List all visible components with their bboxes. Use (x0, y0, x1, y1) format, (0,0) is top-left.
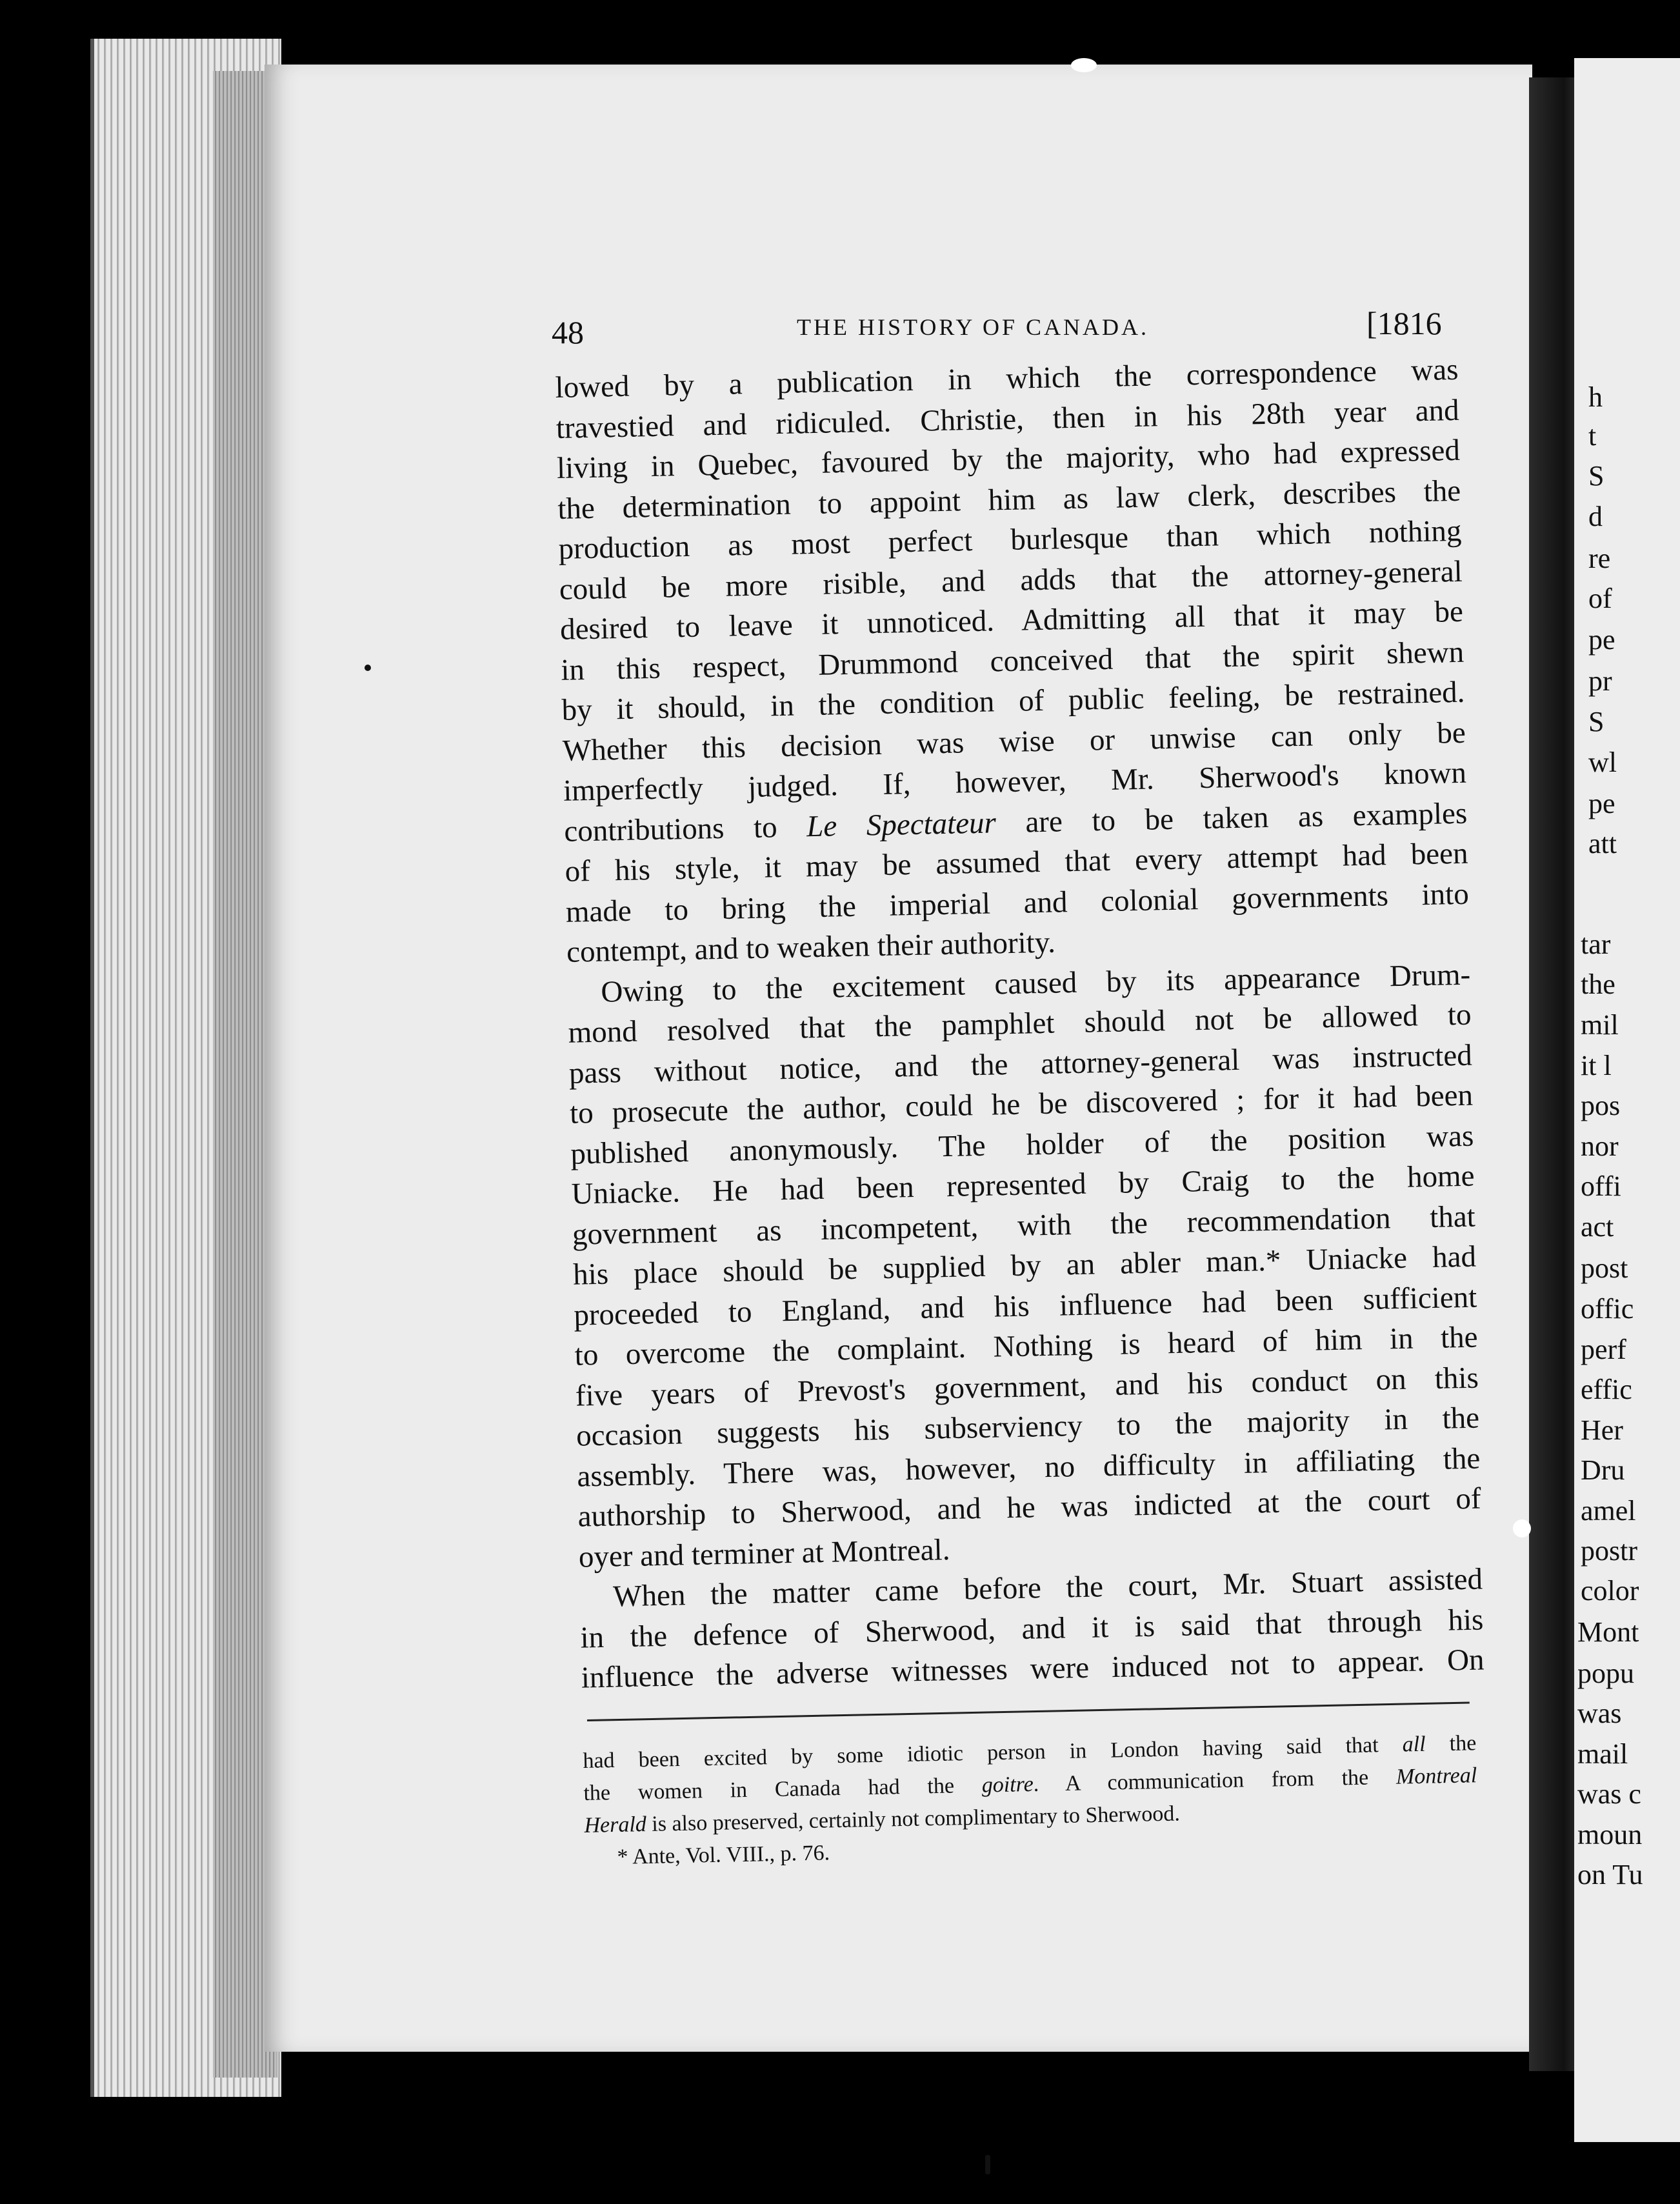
text-run: contempt, and to weaken their authority. (566, 925, 1056, 969)
text-run: published anonymously. The holder of the position was (570, 1119, 1474, 1171)
text-run: five years of Prevost's government, and his conduct on this (575, 1361, 1479, 1413)
text-run: contributions to (563, 809, 807, 848)
facing-page-fragment: offi (1581, 1170, 1621, 1202)
facing-page-fragment: was (1577, 1698, 1622, 1729)
scan-speck (1071, 58, 1097, 72)
page-header (552, 296, 1455, 350)
facing-page-fragment: moun (1577, 1819, 1643, 1850)
text-run: occasion suggests his subserviency to the majority in the (575, 1401, 1480, 1453)
italic-text: all (1402, 1732, 1426, 1757)
facing-page-fragment: mail (1577, 1738, 1628, 1770)
text-run: lowed by a publication in which the correspondence was (555, 352, 1459, 405)
scan-speck (985, 2155, 990, 2174)
text-run: authorship to Sherwood, and he was indicted at the court of (577, 1481, 1481, 1534)
text-run: made to bring the imperial and colonial governments into (565, 877, 1470, 929)
text-run: by it should, in the condition of public feeling, be restrained. (561, 675, 1465, 727)
text-run: oyer and terminer at Montreal. (578, 1532, 950, 1574)
facing-page-fragment: re (1588, 543, 1611, 574)
text-run: Whether this decision was wise or unwise can only be (562, 716, 1466, 768)
text-run: influence the adverse witnesses were induced not to appear. On (581, 1643, 1485, 1695)
text-run: desired to leave it unnoticed. Admitting all that it may be (559, 594, 1464, 646)
facing-page-fragment: mil (1581, 1009, 1619, 1041)
text-run: mond resolved that the pamphlet should not be allowed to (568, 997, 1472, 1050)
text-run: When the matter came before the court, Mr. Stuart assisted (612, 1562, 1483, 1614)
facing-page-fragment: postr (1581, 1535, 1637, 1567)
text-run: the determination to appoint him as law clerk, describes the (557, 474, 1461, 526)
facing-page-fragment: popu (1577, 1658, 1634, 1689)
text-run: proceeded to England, and his influence had been sufficient (573, 1280, 1477, 1332)
facing-page-fragment: S (1588, 460, 1605, 492)
facing-page-fragment: act (1581, 1211, 1614, 1243)
facing-page-fragment: the (1581, 968, 1615, 1000)
facing-page-fragment: amel (1581, 1495, 1636, 1527)
text-run: to overcome the complaint. Nothing is heard of him in the (574, 1320, 1478, 1372)
scan-speck (365, 665, 371, 671)
facing-page-fragment: S (1588, 706, 1605, 737)
facing-page-fragment: d (1588, 501, 1603, 532)
text-run: the (1425, 1731, 1477, 1756)
facing-page-fragment: of (1588, 583, 1612, 614)
text-run: production as most perfect burlesque than which nothing (558, 514, 1462, 566)
facing-page-fragment: pe (1588, 788, 1615, 819)
facing-page-fragment: h (1588, 381, 1603, 413)
facing-page-fragment: color (1581, 1575, 1639, 1607)
page-number: 48 (552, 314, 584, 350)
body-text (555, 350, 1485, 1698)
facing-page-fragment: pe (1588, 624, 1615, 656)
facing-page-fragment: on Tu (1577, 1859, 1643, 1890)
text-run: pass without notice, and the attorney-general was instructed (568, 1038, 1473, 1090)
year-marker: [1816 (1366, 305, 1442, 341)
facing-page-fragment: t (1588, 420, 1597, 452)
facing-page-fragment: Her (1581, 1414, 1623, 1446)
text-run: assembly. There was, however, no difficulty in affiliating the (576, 1441, 1481, 1494)
text-run: imperfectly judged. If, however, Mr. Sherwood's known (563, 756, 1467, 808)
text-run: is also preserved, certainly not complimentary to Sherwood. (646, 1801, 1181, 1837)
facing-page-fragment: was c (1577, 1778, 1641, 1810)
footnotes (583, 1727, 1479, 1874)
facing-page-fragment: pr (1588, 665, 1612, 697)
facing-page (1574, 58, 1680, 2142)
facing-page-fragment: Mont (1577, 1616, 1639, 1648)
text-run: to prosecute the author, could he be discovered ; for it had been (569, 1078, 1474, 1130)
facing-page-fragment: att (1588, 828, 1617, 859)
facing-page-fragment: Dru (1581, 1454, 1625, 1486)
italic-text: goitre (981, 1772, 1034, 1798)
text-run: travestied and ridiculed. Christie, then in his 28th year and (555, 393, 1460, 445)
running-title: THE HISTORY OF CANADA. (797, 314, 1150, 340)
facing-page-fragment: post (1581, 1252, 1628, 1284)
facing-page-fragment: it l (1581, 1050, 1612, 1081)
italic-text: Herald (584, 1812, 647, 1838)
text-run: government as incompetent, with the recommendation that (572, 1199, 1476, 1252)
italic-text: Le Spectateur (806, 805, 997, 843)
text-run: had been excited by some idiotic person in London having said that (583, 1732, 1403, 1773)
facing-page-fragment: offic (1581, 1293, 1634, 1325)
facing-page-fragment: perf (1581, 1334, 1626, 1365)
text-run: * Ante, Vol. VIII., p. 76. (617, 1841, 830, 1869)
text-run: his place should be supplied by an abler man.* Uniacke had (572, 1239, 1477, 1292)
facing-page-fragment: wl (1588, 746, 1617, 778)
scan-speck (1513, 1519, 1531, 1538)
facing-page-fragment: nor (1581, 1130, 1619, 1162)
text-run: in this respect, Drummond conceived that the spirit shewn (560, 635, 1465, 687)
text-run: Owing to the excitement caused by its appearance Drum- (600, 957, 1471, 1009)
facing-page-fragment: pos (1581, 1090, 1621, 1121)
text-run: the women in Canada had the (583, 1773, 983, 1805)
text-run: in the defence of Sherwood, and it is said that through his (579, 1603, 1484, 1655)
text-run: . A communication from the (1033, 1765, 1397, 1796)
italic-text: Montreal (1395, 1763, 1477, 1789)
text-run: Uniacke. He had been represented by Craig to the home (571, 1159, 1475, 1211)
text-run: are to be taken as examples (995, 796, 1468, 839)
facing-page-fragment: effic (1581, 1374, 1632, 1405)
text-run: of his style, it may be assumed that every attempt had been (565, 836, 1468, 888)
text-run: living in Quebec, favoured by the majority, who had expressed (556, 433, 1461, 485)
facing-page-fragment: tar (1581, 928, 1611, 960)
text-run: could be more risible, and adds that the attorney-general (559, 554, 1463, 606)
